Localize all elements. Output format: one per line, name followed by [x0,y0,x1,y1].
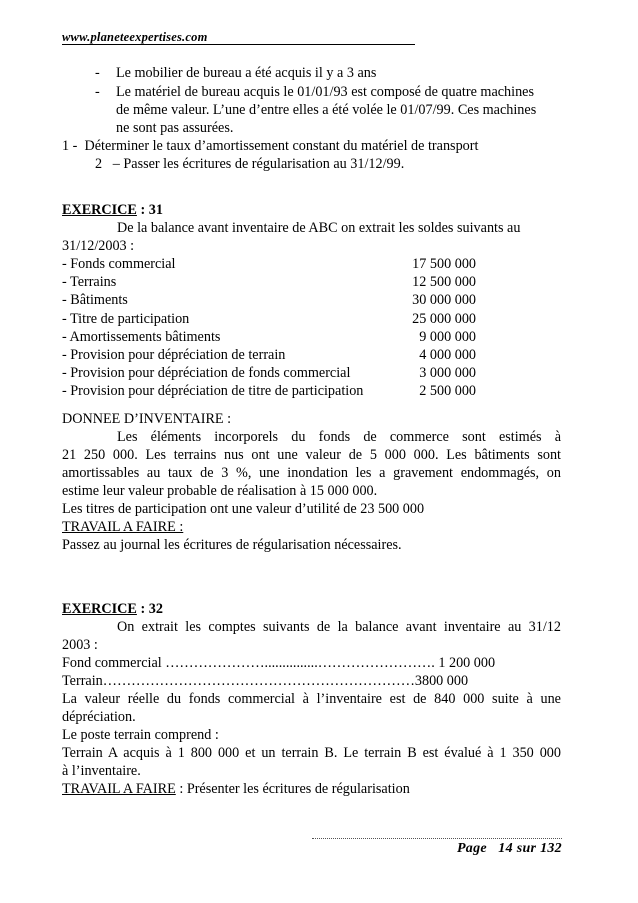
balance-item-amount: 4 000 000 [419,347,476,363]
valeur-line-2: dépréciation. [62,709,136,725]
ex31-intro-line-2: 31/12/2003 : [62,238,135,254]
exercise-number: : 32 [136,601,163,617]
valeur-line-1: La valeur réelle du fonds commercial à l’inventaire est de 840 000 suite à une [62,691,561,707]
inventory-title: DONNEE D’INVENTAIRE : [62,411,232,427]
balance-item-label: - Amortissements bâtiments [62,328,221,345]
inventory-line-4: estime leur valeur probable de réalisation à 15 000 000. [62,483,378,499]
inventory-line-1: Les éléments incorporels du fonds de commerce sont estimés à [117,429,561,445]
fond-commercial-line: Fond commercial …………………...............……………………. 1 200 000 [62,655,496,671]
poste-terrain: Le poste terrain comprend : [62,727,219,743]
intro-bullet-1: Le mobilier de bureau a été acquis il y a 3 ans [116,65,377,81]
inventory-line-5: Les titres de participation ont une valeur d’utilité de 23 500 000 [62,501,425,517]
ex32-intro-line-1: On extrait les comptes suivants de la balance avant inventaire au 31/12 [117,619,561,635]
terrain-detail-line-1: Terrain A acquis à 1 800 000 et un terrain B. Le terrain B est évalué à 1 350 000 [62,745,561,761]
site-url: www.planeteexpertises.com [62,30,208,44]
terrain-line: Terrain…………………………………………………………3800 000 [62,673,469,689]
intro-bullet-2-line-1: Le matériel de bureau acquis le 01/01/93 est composé de quatre machines [116,84,534,100]
balance-item-label: - Provision pour dépréciation de fonds commercial [62,365,351,382]
balance-item-label: - Provision pour dépréciation de titre de participation [62,383,364,400]
exercise-word: EXERCICE [62,601,137,617]
intro-bullet-2-line-3: ne sont pas assurées. [116,120,234,136]
page-number: Page 14 sur 132 [456,841,562,856]
task-text: : Présenter les écritures de régularisation [175,781,410,797]
balance-item-label: - Titre de participation [62,310,190,327]
inventory-line-2: 21 250 000. Les terrains nus ont une valeur de 5 000 000. Les bâtiments sont [62,447,561,463]
task-text: Passez au journal les écritures de régularisation nécessaires. [62,537,402,553]
header-rule [62,44,415,45]
balance-item-label: - Bâtiments [62,292,128,309]
terrain-detail-line-2: à l’inventaire. [62,763,141,779]
bullet-dash: - [95,84,100,100]
balance-item-amount: 12 500 000 [412,274,476,291]
intro-bullet-2-line-2: de même valeur. L’une d’entre elles a été volée le 01/07/99. Ces machines [116,102,537,118]
exercise-32-title [62,600,163,618]
task-title: TRAVAIL A FAIRE : [62,519,184,535]
ex32-intro-line-2: 2003 : [62,637,98,653]
balance-item-label: - Fonds commercial [62,256,176,272]
bullet-dash: - [95,65,100,81]
ex32-task [62,780,410,798]
balance-item-label: - Provision pour dépréciation de terrain [62,347,286,363]
exercise-word: EXERCICE [62,202,137,218]
footer-rule [312,838,562,839]
balance-item-amount: 17 500 000 [412,256,476,272]
exercise-31-title [62,201,163,219]
balance-item-amount: 25 000 000 [412,310,476,327]
balance-item-label: - Terrains [62,274,117,291]
ex31-intro-line-1: De la balance avant inventaire de ABC on extrait les soldes suivants au [117,220,521,236]
question-2: 2 – Passer les écritures de régularisation au 31/12/99. [95,156,405,172]
balance-item-amount: 2 500 000 [419,383,476,400]
balance-item-amount: 9 000 000 [419,328,476,345]
task-title: TRAVAIL A FAIRE [62,781,176,797]
question-1: 1 - Déterminer le taux d’amortissement constant du matériel de transport [62,138,479,154]
exercise-number: : 31 [136,202,163,218]
inventory-line-3: amortissables au taux de 3 %, une inondation les a gravement endommagés, on [62,465,561,481]
balance-item-amount: 3 000 000 [419,365,476,382]
balance-item-amount: 30 000 000 [412,292,476,309]
